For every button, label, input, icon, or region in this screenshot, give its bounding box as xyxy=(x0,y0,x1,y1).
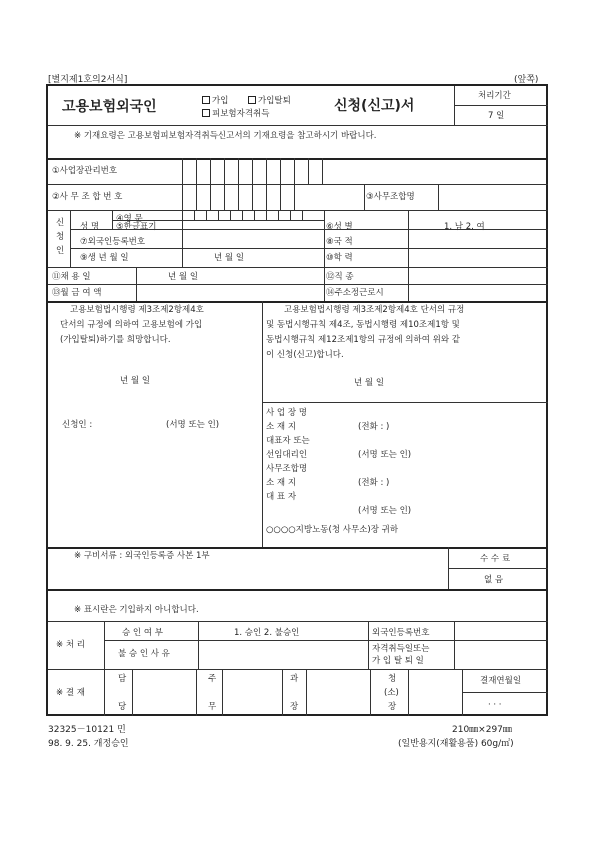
option-qualify[interactable]: 피보험자격취득 xyxy=(202,109,269,119)
approval-date-label: 결재연월일 xyxy=(480,676,522,686)
agent-label: 선임대리인 xyxy=(266,450,308,460)
checkbox[interactable] xyxy=(248,96,256,104)
approval-head-top: 청 xyxy=(388,674,397,684)
office-representative-sign[interactable]: (서명 또는 인) xyxy=(358,506,412,516)
left-date[interactable]: 년 월 일 xyxy=(120,376,151,386)
hire-date-format[interactable]: 년 월 일 xyxy=(168,272,199,282)
workplace-address-label: 소 재 지 xyxy=(266,422,297,432)
wage-label: ⑬월 금 여 액 xyxy=(52,288,102,298)
processing-label: ※ 처 리 xyxy=(56,640,85,650)
fee-label: 수 수 료 xyxy=(480,554,511,564)
footer-revision: 98. 9. 25. 개정승인 xyxy=(48,739,129,749)
approval-label: ※ 결 재 xyxy=(56,688,85,698)
hire-date-label: ⑪채 용 일 xyxy=(52,272,91,282)
gender-options[interactable]: 1. 남 2. 여 xyxy=(444,222,485,232)
workplace-name-label: 사 업 장 명 xyxy=(266,408,307,418)
birth-date-label: ⑨생 년 월 일 xyxy=(80,253,129,263)
job-label: ⑫직 종 xyxy=(326,272,354,282)
right-declaration-line-3: 동법시행규칙 제12조제1항의 규정에 의하여 위와 같 xyxy=(266,335,460,345)
left-declaration-line-2: 단서의 규정에 의하여 고용보험에 가입 xyxy=(60,320,203,330)
workplace-number-label: ①사업장관리번호 xyxy=(52,166,118,176)
required-documents: ※ 구비서류 : 외국인등록증 사본 1부 xyxy=(74,551,210,561)
right-date[interactable]: 년 월 일 xyxy=(354,378,385,388)
education-label: ⑩학 력 xyxy=(326,253,353,263)
fee-value: 없 음 xyxy=(484,575,504,585)
notice: ※ 기재요령은 고용보험피보험자격취득신고서의 기재요령을 참고하시기 바랍니다. xyxy=(74,131,377,141)
left-declaration-line-3: (가입탈퇴)하기를 희망합니다. xyxy=(60,335,171,345)
workplace-phone[interactable]: (전화 : ) xyxy=(358,422,390,432)
checkbox[interactable] xyxy=(202,109,210,117)
office-number-label: ②사 무 조 합 번 호 xyxy=(52,192,123,202)
withdrawal-date-label: 가 입 탈 퇴 일 xyxy=(372,656,424,666)
address-label: ⑭주소정근로시 xyxy=(326,288,384,298)
footer-size: 210㎜×297㎜ xyxy=(452,725,512,735)
title-main: 고용보험외국인 xyxy=(62,99,157,115)
title-suffix: 신청(신고)서 xyxy=(334,98,415,114)
approval-chief-top: 과 xyxy=(290,674,299,684)
approval-date-value[interactable]: · · · xyxy=(488,700,502,710)
right-declaration-line-4: 이 신청(신고)합니다. xyxy=(266,350,344,360)
approval-status-label: 승 인 여 부 xyxy=(122,628,163,638)
application-form xyxy=(46,84,548,716)
registration-number-label-2: 외국인등록번호 xyxy=(372,628,430,638)
qualification-date-label: 자격취득일또는 xyxy=(372,644,430,654)
name-label: 성 명 xyxy=(80,222,100,232)
process-period-label: 처리기간 xyxy=(478,91,511,101)
approval-head-bottom: 장 xyxy=(388,702,397,712)
registration-number-label: ⑦외국인등록번호 xyxy=(80,237,146,247)
approval-chief-bottom: 장 xyxy=(290,702,299,712)
applicant-sign[interactable]: (서명 또는 인) xyxy=(166,420,220,430)
right-declaration-line-2: 및 동법시행규칙 제4조, 동법시행령 제10조제1항 및 xyxy=(266,320,460,330)
english-name-label: ④영 문 xyxy=(116,214,143,224)
office-name-label-2: 사무조합명 xyxy=(266,464,308,474)
approval-officer-top: 주 xyxy=(208,674,217,684)
footer-paper: (일반용지(재활용품) 60g/㎡) xyxy=(398,739,514,749)
representative-sign[interactable]: (서명 또는 인) xyxy=(358,450,412,460)
checkbox[interactable] xyxy=(202,96,210,104)
gender-label: ⑥성 별 xyxy=(326,222,353,232)
office-use-note: ※ 표시란은 기입하지 아니합니다. xyxy=(74,605,199,615)
office-representative-label: 대 표 자 xyxy=(266,492,297,502)
birth-date-format[interactable]: 년 월 일 xyxy=(214,253,245,263)
office-address-label: 소 재 지 xyxy=(266,478,297,488)
approval-staff-bottom: 당 xyxy=(118,702,127,712)
nationality-label: ⑧국 적 xyxy=(326,237,353,247)
recipient: ○○○○지방노동(청 사무소)장 귀하 xyxy=(266,525,399,535)
process-period-value: 7 일 xyxy=(488,111,505,121)
applicant-signer: 신청인 : xyxy=(62,420,93,430)
representative-label: 대표자 또는 xyxy=(266,436,310,446)
rejection-reason-label: 불 승 인 사 유 xyxy=(118,649,170,659)
right-declaration-line-1: 고용보험법시행령 제3조제2항제4호 단서의 규정 xyxy=(284,305,465,315)
page-side: (앞쪽) xyxy=(514,75,539,85)
applicant-label: 신청인 xyxy=(56,218,65,256)
form-number: [별지제1호의2서식] xyxy=(48,75,128,85)
approval-officer-bottom: 무 xyxy=(208,702,217,712)
approval-head-mid: (소) xyxy=(384,688,399,698)
option-join[interactable]: 가입 xyxy=(202,96,228,106)
approval-staff-top: 담 xyxy=(118,674,127,684)
approval-status-options[interactable]: 1. 승인 2. 불승인 xyxy=(234,628,300,638)
office-name-label: ③사무조합명 xyxy=(366,192,415,202)
option-withdraw[interactable]: 가입탈퇴 xyxy=(248,96,291,106)
korean-name-label: ⑤한글표기 xyxy=(116,222,157,232)
office-phone[interactable]: (전화 : ) xyxy=(358,478,390,488)
footer-code: 32325－10121 민 xyxy=(48,725,126,735)
left-declaration-line-1: 고용보험법시행령 제3조제2항제4호 xyxy=(70,305,204,315)
